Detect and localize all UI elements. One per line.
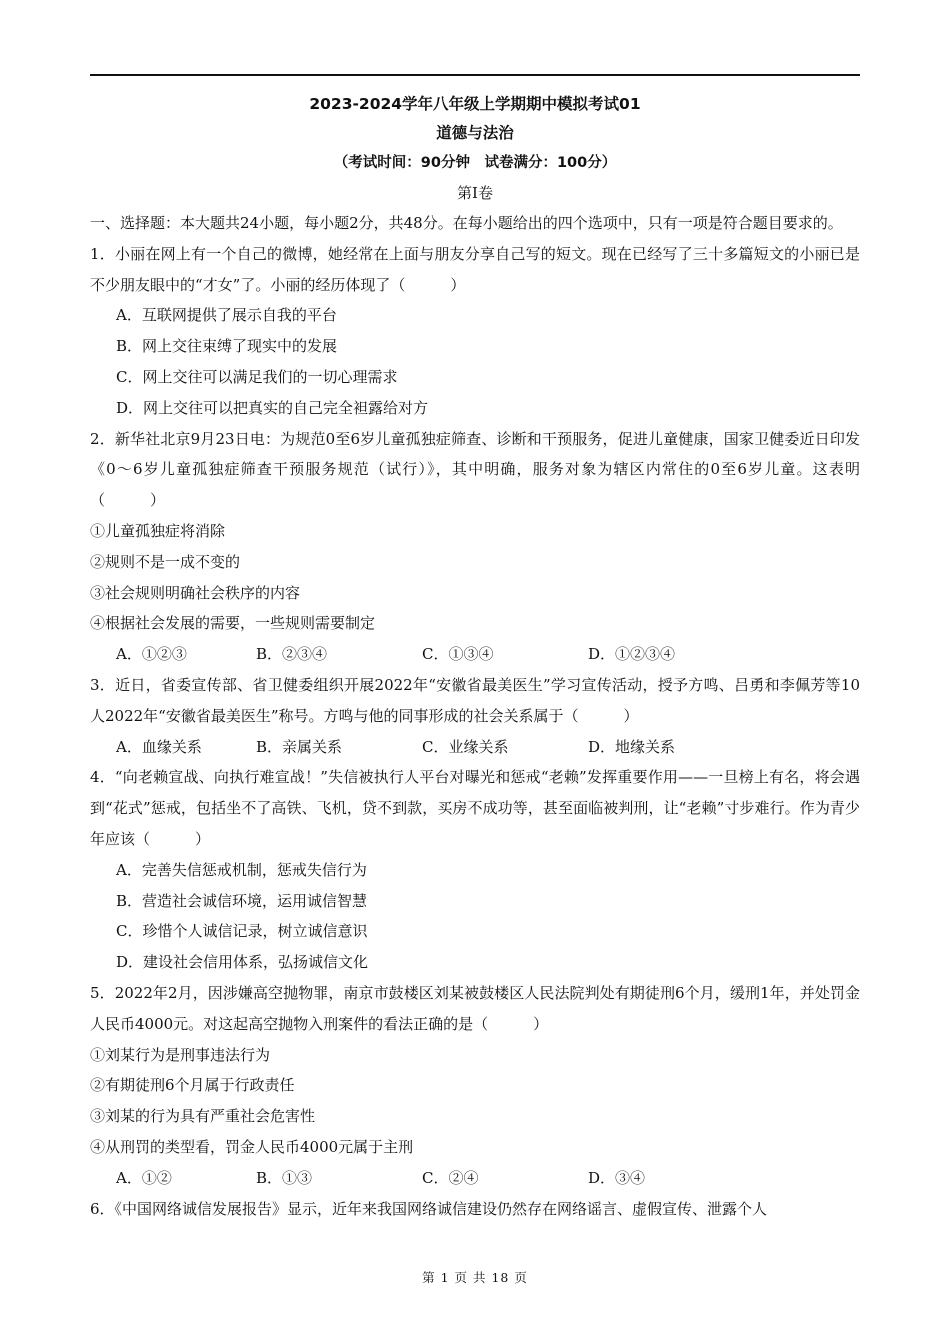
exam-title: 2023-2024学年八年级上学期期中模拟考试01 [309,95,641,113]
question-4-option-d: D．建设社会信用体系，弘扬诚信文化 [116,953,369,972]
exam-subject: 道德与法治 [436,124,514,142]
question-3-choice-a: A．血缘关系 [116,737,202,756]
question-5-choice-c: C．②④ [422,1168,479,1187]
question-2-statement-4: ④根据社会发展的需要，一些规则需要制定 [90,614,376,633]
question-4-stem: 4．“向老赖宣战、向执行难宣战！”失信被执行人平台对曝光和惩戒“老赖”发挥重要作用——一旦榜上有名，将会遇到“花式”惩戒，包括坐不了高铁、飞机，贷不到款，买房不成功等，甚至面临被判刑，让“老赖”寸步难行。作为青少年应该（ ） [90,768,860,848]
question-5-choice-d: D．③④ [588,1168,646,1187]
question-2-choice-a: A．①②③ [116,645,187,664]
question-4-option-b: B．营造社会诚信环境，运用诚信智慧 [116,891,368,910]
question-4-option-c: C．珍惜个人诚信记录，树立诚信意识 [116,922,368,941]
question-1-stem: 1．小丽在网上有一个自己的微博，她经常在上面与朋友分享自己写的短文。现在已经写了三十多篇短文的小丽已是不少朋友眼中的“才女”了。小丽的经历体现了（ ） [90,244,860,294]
page-footer: 第 1 页 共 18 页 [422,1270,528,1285]
question-3-choice-b: B．亲属关系 [256,737,343,756]
question-5-choice-a: A．①② [116,1168,172,1187]
question-5-statement-3: ③刘某的行为具有严重社会危害性 [90,1107,316,1126]
question-1-option-d: D．网上交往可以把真实的自己完全袒露给对方 [116,398,429,417]
question-3-choices [90,732,860,763]
question-2-choice-b: B．②③④ [256,645,328,664]
question-3-stem: 3．近日，省委宣传部、省卫健委组织开展2022年“安徽省最美医生”学习宣传活动，授予方鸣、吕勇和李佩芳等10人2022年“安徽省最美医生”称号。方鸣与他的同事形成的社会关系属于（ ） [90,675,860,725]
question-5-statement-2: ②有期徒刑6个月属于行政责任 [90,1076,295,1095]
question-3-choice-d: D．地缘关系 [588,737,676,756]
question-2-statement-3: ③社会规则明确社会秩序的内容 [90,583,301,602]
question-5-choices [90,1163,860,1194]
exam-info: （考试时间：90分钟 试卷满分：100分） [333,155,617,171]
question-5-choice-b: B．①③ [256,1168,313,1187]
question-1-option-b: B．网上交往束缚了现实中的发展 [116,337,338,356]
question-2-statement-2: ②规则不是一成不变的 [90,552,241,571]
question-2-choice-d: D．①②③④ [588,645,676,664]
section-intro: 一、选择题：本大题共24小题，每小题2分，共48分。在每小题给出的四个选项中，只有一项是符合题目要求的。 [90,214,843,232]
question-2-statement-1: ①儿童孤独症将消除 [90,521,226,540]
question-1-option-c: C．网上交往可以满足我们的一切心理需求 [116,367,398,386]
volume-label: 第Ⅰ卷 [457,184,493,202]
question-5-stem: 5．2022年2月，因涉嫌高空抛物罪，南京市鼓楼区刘某被鼓楼区人民法院判处有期徒刑6个月，缓刑1年，并处罚金人民币4000元。对这起高空抛物入刑案件的看法正确的是（ ） [90,983,860,1033]
question-4-option-a: A．完善失信惩戒机制，惩戒失信行为 [116,860,367,879]
exam-page [90,90,860,1224]
question-1-option-a: A．互联网提供了展示自我的平台 [116,306,337,325]
question-2-choice-c: C．①③④ [422,645,494,664]
question-5-statement-4: ④从刑罚的类型看，罚金人民币4000元属于主刑 [90,1137,414,1156]
question-6-stem: 6．《中国网络诚信发展报告》显示，近年来我国网络诚信建设仍然存在网络谣言、虚假宣传、泄露个人 [90,1199,768,1218]
question-3-choice-c: C．业缘关系 [422,737,509,756]
question-5-statement-1: ①刘某行为是刑事违法行为 [90,1045,271,1064]
question-2-stem: 2．新华社北京9月23日电：为规范0至6岁儿童孤独症筛查、诊断和干预服务，促进儿童健康，国家卫健委近日印发《0～6岁儿童孤独症筛查干预服务规范（试行）》，其中明确，服务对象为辖区内常住的0至6岁儿童。这表明（ ） [90,429,860,510]
question-2-choices [90,639,860,670]
header-rule [90,74,860,76]
